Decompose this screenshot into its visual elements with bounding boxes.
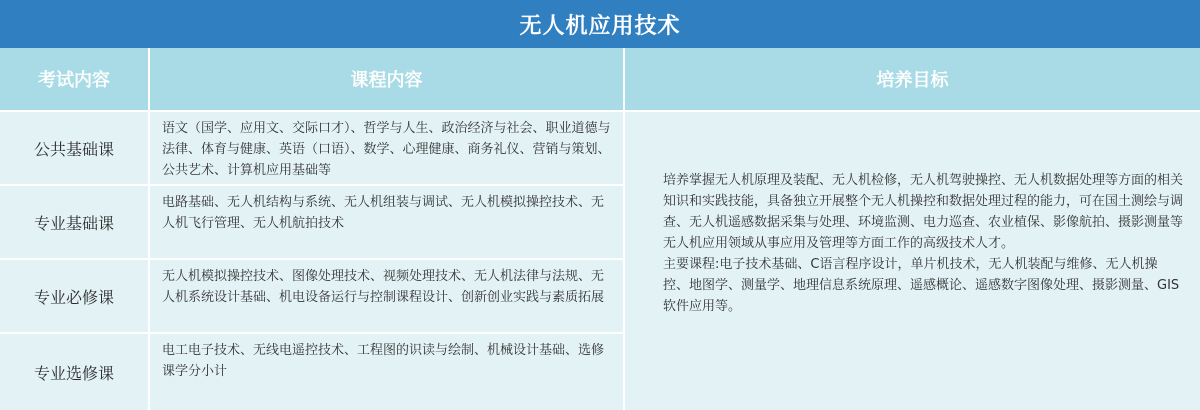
row-category: 公共基础课 (0, 112, 150, 186)
row-category: 专业必修课 (0, 260, 150, 334)
curriculum-table (0, 48, 1200, 410)
row-category: 专业选修课 (0, 334, 150, 410)
header-training-goal: 培养目标 (625, 48, 1200, 112)
main-courses-paragraph: 主要课程:电子技术基础、C语言程序设计，单片机技术，无人机装配与维修、无人机操控、地图学、测量学、地理信息系统原理、遥感概论、遥感数字图像处理、摄影测量、GIS软件应用等。 (663, 257, 1180, 314)
page-title: 无人机应用技术 (0, 0, 1200, 48)
row-courses: 无人机模拟操控技术、图像处理技术、视频处理技术、无人机法律与法规、无人机系统设计基础、机电设备运行与控制课程设计、创新创业实践与素质拓展 (150, 260, 625, 334)
header-exam-content: 考试内容 (0, 48, 150, 112)
row-category: 专业基础课 (0, 186, 150, 260)
header-course-content: 课程内容 (150, 48, 625, 112)
row-courses: 电工电子技术、无线电遥控技术、工程图的识读与绘制、机械设计基础、选修课学分小计 (150, 334, 625, 410)
training-goal-cell (625, 112, 1200, 410)
row-courses: 电路基础、无人机结构与系统、无人机组装与调试、无人机模拟操控技术、无人机飞行管理、无人机航拍技术 (150, 186, 625, 260)
row-courses: 语文（国学、应用文、交际口才）、哲学与人生、政治经济与社会、职业道德与法律、体育与健康、英语（口语）、数学、心理健康、商务礼仪、营销与策划、公共艺术、计算机应用基础等 (150, 112, 625, 186)
goal-paragraph: 培养掌握无人机原理及装配、无人机检修，无人机驾驶操控、无人机数据处理等方面的相关知识和实践技能，具备独立开展整个无人机操控和数据处理过程的能力，可在国土测绘与调查、无人机遥感数据采集与处理、环境监测、电力巡查、农业植保、影像航拍、摄影测量等无人机应用领域从事应用及管理等方面工作的高级技术人才。 (663, 173, 1184, 251)
